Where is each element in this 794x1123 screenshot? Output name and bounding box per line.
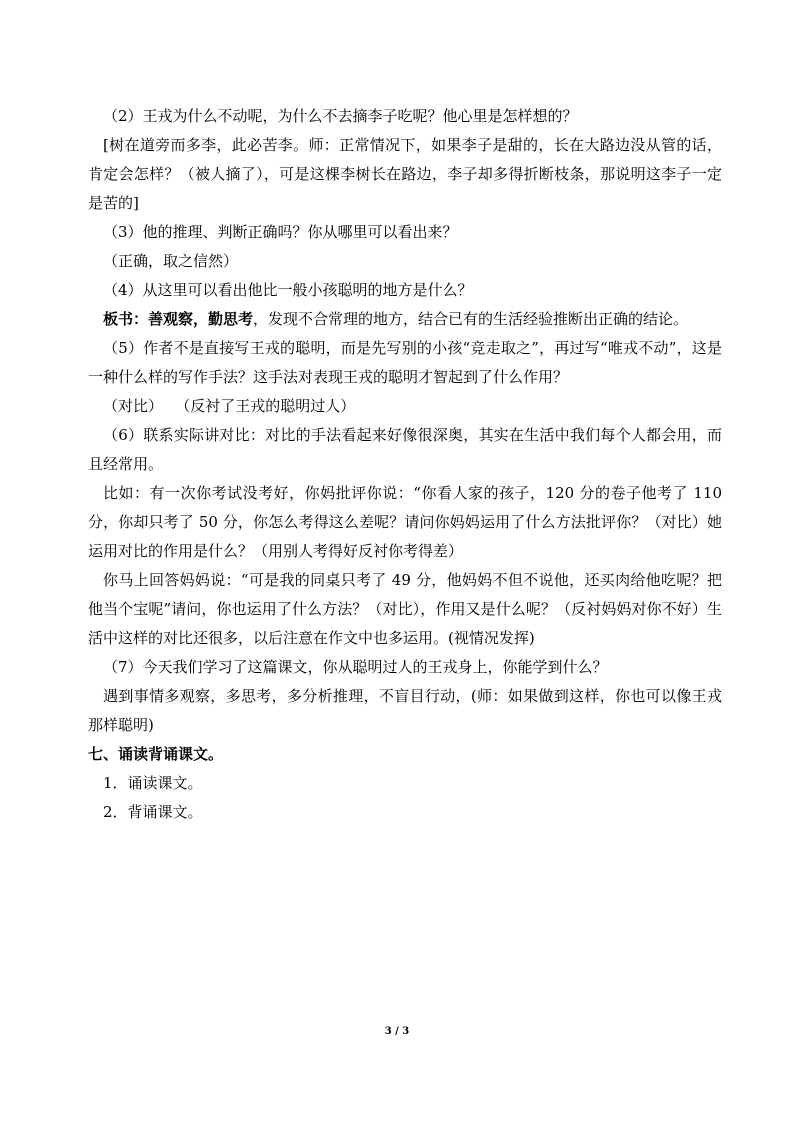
question-4: （4）从这里可以看出他比一般小孩聪明的地方是什么？ (103, 281, 473, 299)
blackboard-note-bold: 板书：善观察，勤思考 (103, 310, 254, 328)
section-heading: 七、诵读背诵课文。 (88, 745, 224, 763)
question-3: （3）他的推理、判断正确吗？你从哪里可以看出来？ (103, 223, 458, 241)
example-paragraph-1: 比如：有一次你考试没考好，你妈批评你说：“你看人家的孩子，120 分的卷子他考了 110 分，你却只考了 50 分，你怎么考得这么差呢？请问你妈妈运用了什么方法批评你？（对比）她运用对比的作用是什么？（用别人考得好反衬你考得差） (88, 484, 722, 560)
answer-5: （对比） （反衬了王戎的聪明过人） (103, 397, 356, 415)
question-5: （5）作者不是直接写王戎的聪明，而是先写别的小孩“竞走取之”，再过写“唯戎不动”，这是一种什么样的写作手法？这手法对表现王戎的聪明才智起到了什么作用？ (88, 339, 722, 386)
list-item: 1．诵读课文。 (103, 774, 203, 792)
answer-2: [树在道旁而多李，此必苦李。师：正常情况下，如果李子是甜的，长在大路边没从管的话，肯定会怎样？（被人摘了），可是这棵李树长在路边，李子却多得折断枝条，那说明这李子一定是苦的] (88, 136, 722, 212)
blackboard-note-rest: ，发现不合常理的地方，结合已有的生活经验推断出正确的结论。 (253, 310, 689, 328)
question-7: （7）今天我们学习了这篇课文，你从聪明过人的王戎身上，你能学到什么？ (103, 658, 608, 676)
list-item: 2．背诵课文。 (103, 803, 203, 821)
blackboard-note (88, 305, 722, 334)
question-6: （6）联系实际讲对比：对比的手法看起来好像很深奥，其实在生活中我们每个人都会用，而且经常用。 (88, 426, 722, 473)
document-body (88, 102, 722, 827)
page-number: 3 / 3 (384, 1026, 410, 1037)
answer-7: 遇到事情多观察，多思考，多分析推理，不盲目行动，(师：如果做到这样，你也可以像王戎那样聪明) (88, 687, 722, 734)
example-paragraph-2: 你马上回答妈妈说：“可是我的同桌只考了 49 分，他妈妈不但不说他，还买肉给他吃呢？把他当个宝呢”请问，你也运用了什么方法？（对比），作用又是什么呢？（反衬妈妈对你不好）生活中这样的对比还很多，以后注意在作文中也多运用。(视情况发挥) (88, 571, 722, 647)
answer-3: （正确，取之信然） (103, 252, 239, 270)
question-2: （2）王戎为什么不动呢，为什么不去摘李子吃呢？他心里是怎样想的？ (103, 107, 578, 125)
